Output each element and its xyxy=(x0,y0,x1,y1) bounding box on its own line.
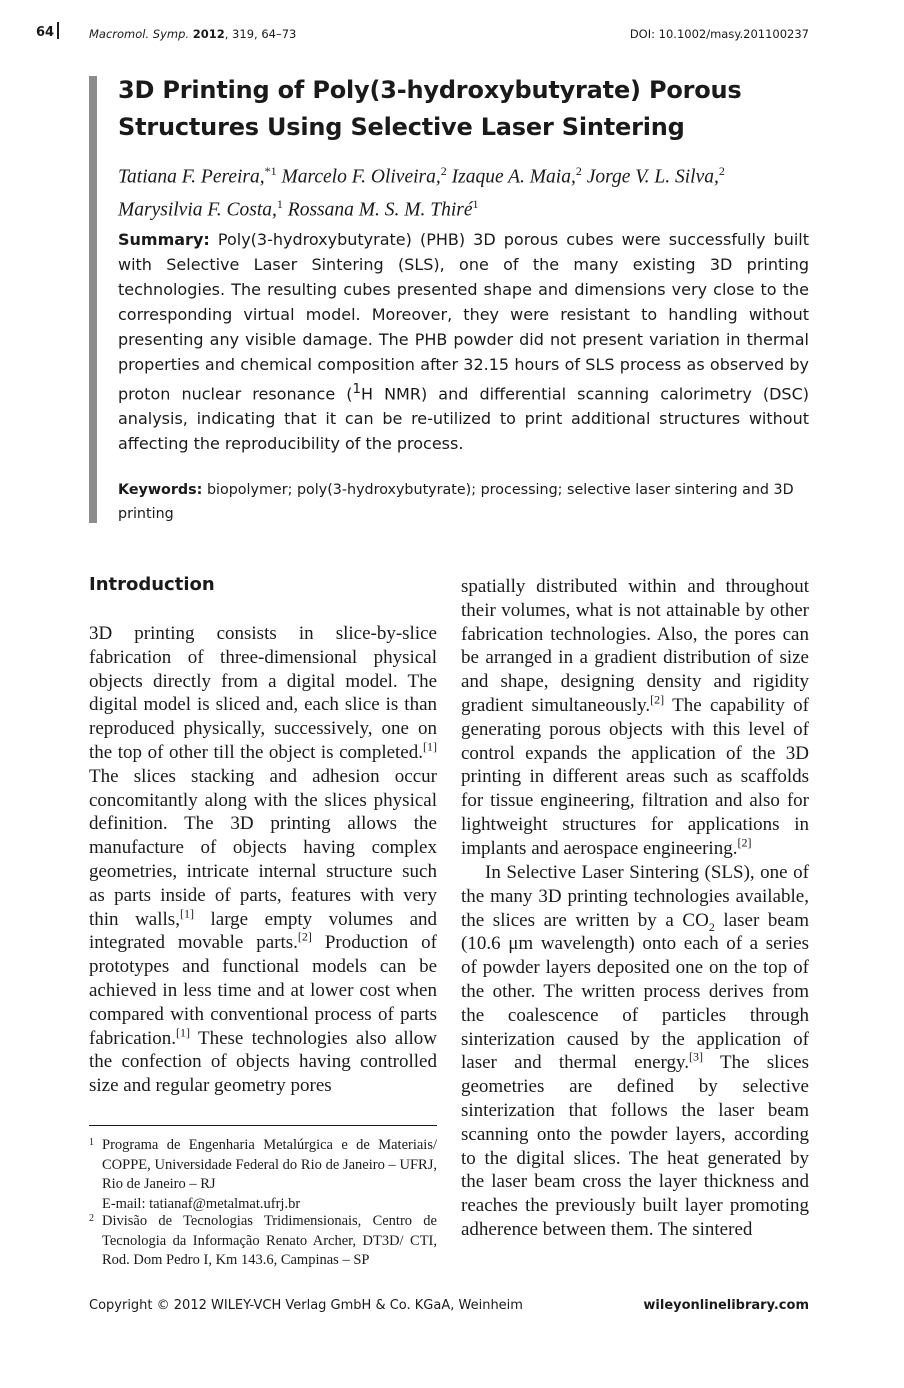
journal-year: 2012 xyxy=(192,27,225,41)
author: Rossana M. S. M. Thiré xyxy=(287,199,473,220)
citation-ref[interactable]: [1] xyxy=(423,739,437,754)
footnote-text: Programa de Engenharia Metalúrgica e de Materiais/ COPPE, Universidade Federal do Rio de Janeiro – UFRJ, Rio de Janeiro – RJ xyxy=(102,1137,437,1192)
body-text: large empty volumes and integrated movable parts. xyxy=(89,908,438,954)
body-text: The slices geometries are defined by selective sinterization that follows the laser beam scanning onto the powder layers, according to the digital slices. The heat generated by the laser beam cross the layer thickness and reaches the previously built layer promoting adherence between them. The sintered xyxy=(461,1052,809,1240)
author-affiliation: 2 xyxy=(718,164,725,178)
body-text: The slices stacking and adhesion occur concomitantly along with the slices physical definition. The 3D printing allows the manufacture of objects having complex geometries, intricate internal structure such as parts inside of parts, features with very thin walls, xyxy=(89,765,437,930)
copyright: Copyright © 2012 WILEY-VCH Verlag GmbH & Co. KGaA, Weinheim xyxy=(89,1298,523,1313)
citation-ref[interactable]: [2] xyxy=(650,692,665,707)
author: Marcelo F. Oliveira, xyxy=(281,166,441,188)
citation-ref[interactable]: [2] xyxy=(297,930,312,945)
body-text: These technologies also allow the confection of objects having controlled size and regular geometry pores xyxy=(89,1027,437,1097)
body-column-left xyxy=(89,622,437,1098)
footnote-rule xyxy=(89,1125,437,1126)
keywords-text: biopolymer; poly(3-hydroxybutyrate); processing; selective laser sintering and 3D printing xyxy=(118,482,794,522)
body-column-right-paragraph-2 xyxy=(461,861,809,1242)
citation-ref[interactable]: [3] xyxy=(689,1050,704,1065)
author-affiliation: *1 xyxy=(264,164,277,178)
footnote-affiliation-2 xyxy=(89,1212,437,1271)
abstract-summary xyxy=(118,227,809,456)
summary-superscript: 1 xyxy=(352,382,361,397)
body-text: In Selective Laser Sintering (SLS), one of the many 3D printing technologies available, the slices are written by a CO xyxy=(461,862,809,931)
author: Tatiana F. Pereira, xyxy=(118,166,265,188)
body-text: The capability of generating porous objects with this level of control expands the application of the 3D printing in different areas such as scaffolds for tissue engineering, filtration and also for lightweight structures for applications in implants and aerospace engineering. xyxy=(461,694,809,859)
keywords xyxy=(118,478,809,526)
page-number-divider xyxy=(57,22,59,39)
body-column-right-paragraph-1 xyxy=(461,575,809,861)
body-text: Production of prototypes and functional models can be achieved in less time and at lower cost when compared with conventional process of parts fabrication. xyxy=(89,932,437,1049)
journal-name: Macromol. Symp. xyxy=(89,27,190,41)
author-affiliation: 2 xyxy=(440,164,447,178)
journal-citation xyxy=(89,27,296,41)
doi: DOI: 10.1002/masy.201100237 xyxy=(629,27,809,41)
body-text: laser beam (10.6 μm wavelength) onto each of a series of powder layers deposited one on the top of the other. The written process derives from the coalescence of particles through sinterization caused by the application of laser and thermal energy. xyxy=(461,909,810,1074)
summary-label: Summary: xyxy=(118,230,210,249)
author: Marysilvia F. Costa, xyxy=(118,199,277,220)
author-list xyxy=(118,158,818,223)
author: Jorge V. L. Silva, xyxy=(586,166,719,188)
keywords-label: Keywords: xyxy=(118,482,203,498)
footnote-text: Divisão de Tecnologias Tridimensionais, Centro de Tecnologia da Informação Renato Archer, DT3D/ CTI, Rod. Dom Pedro I, Km 143.6, Campinas – SP xyxy=(102,1213,437,1268)
page-number: 64 xyxy=(36,25,55,40)
author-affiliation: 1 xyxy=(472,196,479,211)
publisher-website-link[interactable]: wileyonlinelibrary.com xyxy=(643,1298,809,1313)
footnote-affiliation-1 xyxy=(89,1136,437,1214)
footnote-number: 2 xyxy=(89,1213,94,1224)
author: Izaque A. Maia, xyxy=(451,166,576,188)
summary-text: H NMR) and differential scanning calorimetry (DSC) analysis, indicating that it can be re-utilized to print additional structures without affecting the reproducibility of the process. xyxy=(118,384,810,454)
body-text: spatially distributed within and throughout their volumes, what is not attainable by other fabrication technologies. Also, the pores can be arranged in a gradient distribution of size and shape, designing density and rigidity gradient simultaneously. xyxy=(461,576,809,716)
footnote-number: 1 xyxy=(89,1137,94,1148)
article-title: 3D Printing of Poly(3-hydroxybutyrate) Porous Structures Using Selective Laser Sintering xyxy=(118,76,742,141)
author-affiliation: 1 xyxy=(276,196,283,211)
citation-ref[interactable]: [1] xyxy=(176,1025,191,1040)
citation-ref[interactable]: [2] xyxy=(737,835,752,850)
footnote-email[interactable]: E-mail: tatianaf@metalmat.ufrj.br xyxy=(102,1195,301,1212)
citation-ref[interactable]: [1] xyxy=(179,906,194,921)
abstract-accent-bar xyxy=(89,76,97,523)
body-text: 3D printing consists in slice-by-slice fabrication of three-dimensional physical objects directly from a digital model. The digital model is sliced and, each slice is than reproduced physically, successively, one on the top of other till the object is completed. xyxy=(89,623,437,763)
section-heading-introduction: Introduction xyxy=(89,574,215,595)
author-affiliation: 2 xyxy=(575,164,582,178)
journal-volume-pages: , 319, 64–73 xyxy=(224,27,297,41)
summary-text: Poly(3-hydroxybutyrate) (PHB) 3D porous cubes were successfully built with Selective Laser Sintering (SLS), one of the many existing 3D printing technologies. The resulting cubes presented shape and dimensions very close to the corresponding virtual model. Moreover, they were resistant to handling without presenting any visible damage. The PHB powder did not present variation in thermal properties and chemical composition after 32.15 hours of SLS process as observed by proton nuclear resonance ( xyxy=(118,230,809,404)
subscript: 2 xyxy=(708,919,715,934)
